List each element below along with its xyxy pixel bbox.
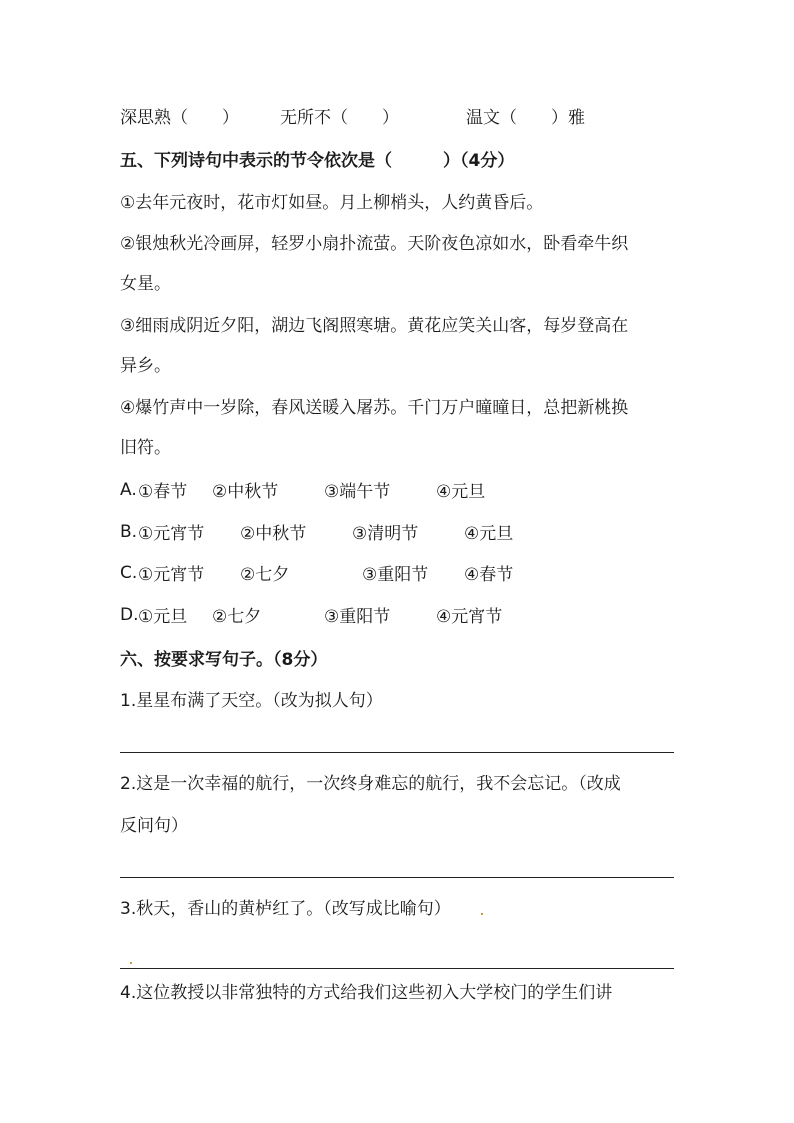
question-2-cont: 反问句）: [120, 816, 188, 836]
speck-mark: [130, 962, 132, 964]
option-item: ②七夕: [240, 565, 290, 585]
option-letter: C.: [120, 563, 138, 583]
option-item: ②中秋节: [240, 524, 307, 544]
option-item: ④春节: [464, 565, 514, 585]
poem-line: 异乡。: [120, 356, 171, 376]
poem-line: ②银烛秋光冷画屏，轻罗小扇扑流萤。天阶夜色凉如水，卧看牵牛织: [120, 234, 629, 254]
option-letter: D.: [120, 605, 139, 625]
option-item: ①春节: [138, 482, 188, 502]
option-letter: A.: [120, 480, 137, 500]
option-item: ①元宵节: [138, 565, 205, 585]
question-1: 1.星星布满了天空。（改为拟人句）: [120, 691, 383, 711]
option-item: ③重阳节: [362, 565, 429, 585]
poem-line: 女星。: [120, 274, 171, 294]
option-item: ④元宵节: [436, 607, 503, 627]
answer-line-2[interactable]: [120, 877, 674, 878]
idiom-1: 深思熟（ ）: [120, 108, 239, 128]
idiom-3: 温文（ ）雅: [466, 108, 585, 128]
option-item: ①元旦: [138, 607, 188, 627]
idiom-2: 无所不（ ）: [280, 108, 399, 128]
option-item: ④元旦: [464, 524, 514, 544]
question-4: 4.这位教授以非常独特的方式给我们这些初入大学校门的学生们讲: [120, 983, 613, 1003]
option-item: ④元旦: [436, 482, 486, 502]
poem-line: 旧符。: [120, 438, 171, 458]
answer-line-3[interactable]: [120, 968, 674, 969]
poem-line: ④爆竹声中一岁除，春风送暖入屠苏。千门万户曈曈日，总把新桃换: [120, 398, 629, 418]
option-letter: B.: [120, 522, 138, 542]
option-item: ③重阳节: [324, 607, 391, 627]
question-3: 3.秋天，香山的黄栌红了。（改写成比喻句）: [120, 899, 451, 919]
poem-line: ①去年元夜时，花市灯如昼。月上柳梢头，人约黄昏后。: [120, 193, 544, 213]
question-2: 2.这是一次幸福的航行，一次终身难忘的航行，我不会忘记。（改成: [120, 774, 621, 794]
option-item: ②七夕: [212, 607, 262, 627]
option-item: ②中秋节: [212, 482, 279, 502]
answer-line-1[interactable]: [120, 752, 674, 753]
section-6-heading: 六、按要求写句子。（8分）: [120, 650, 328, 670]
option-item: ③清明节: [352, 524, 419, 544]
option-item: ①元宵节: [138, 524, 205, 544]
section-5-heading: 五、下列诗句中表示的节令依次是（ ）（4分）: [120, 151, 515, 171]
option-item: ③端午节: [324, 482, 391, 502]
speck-mark: [481, 913, 483, 915]
poem-line: ③细雨成阴近夕阳，湖边飞阁照寒塘。黄花应笑关山客，每岁登高在: [120, 316, 629, 336]
